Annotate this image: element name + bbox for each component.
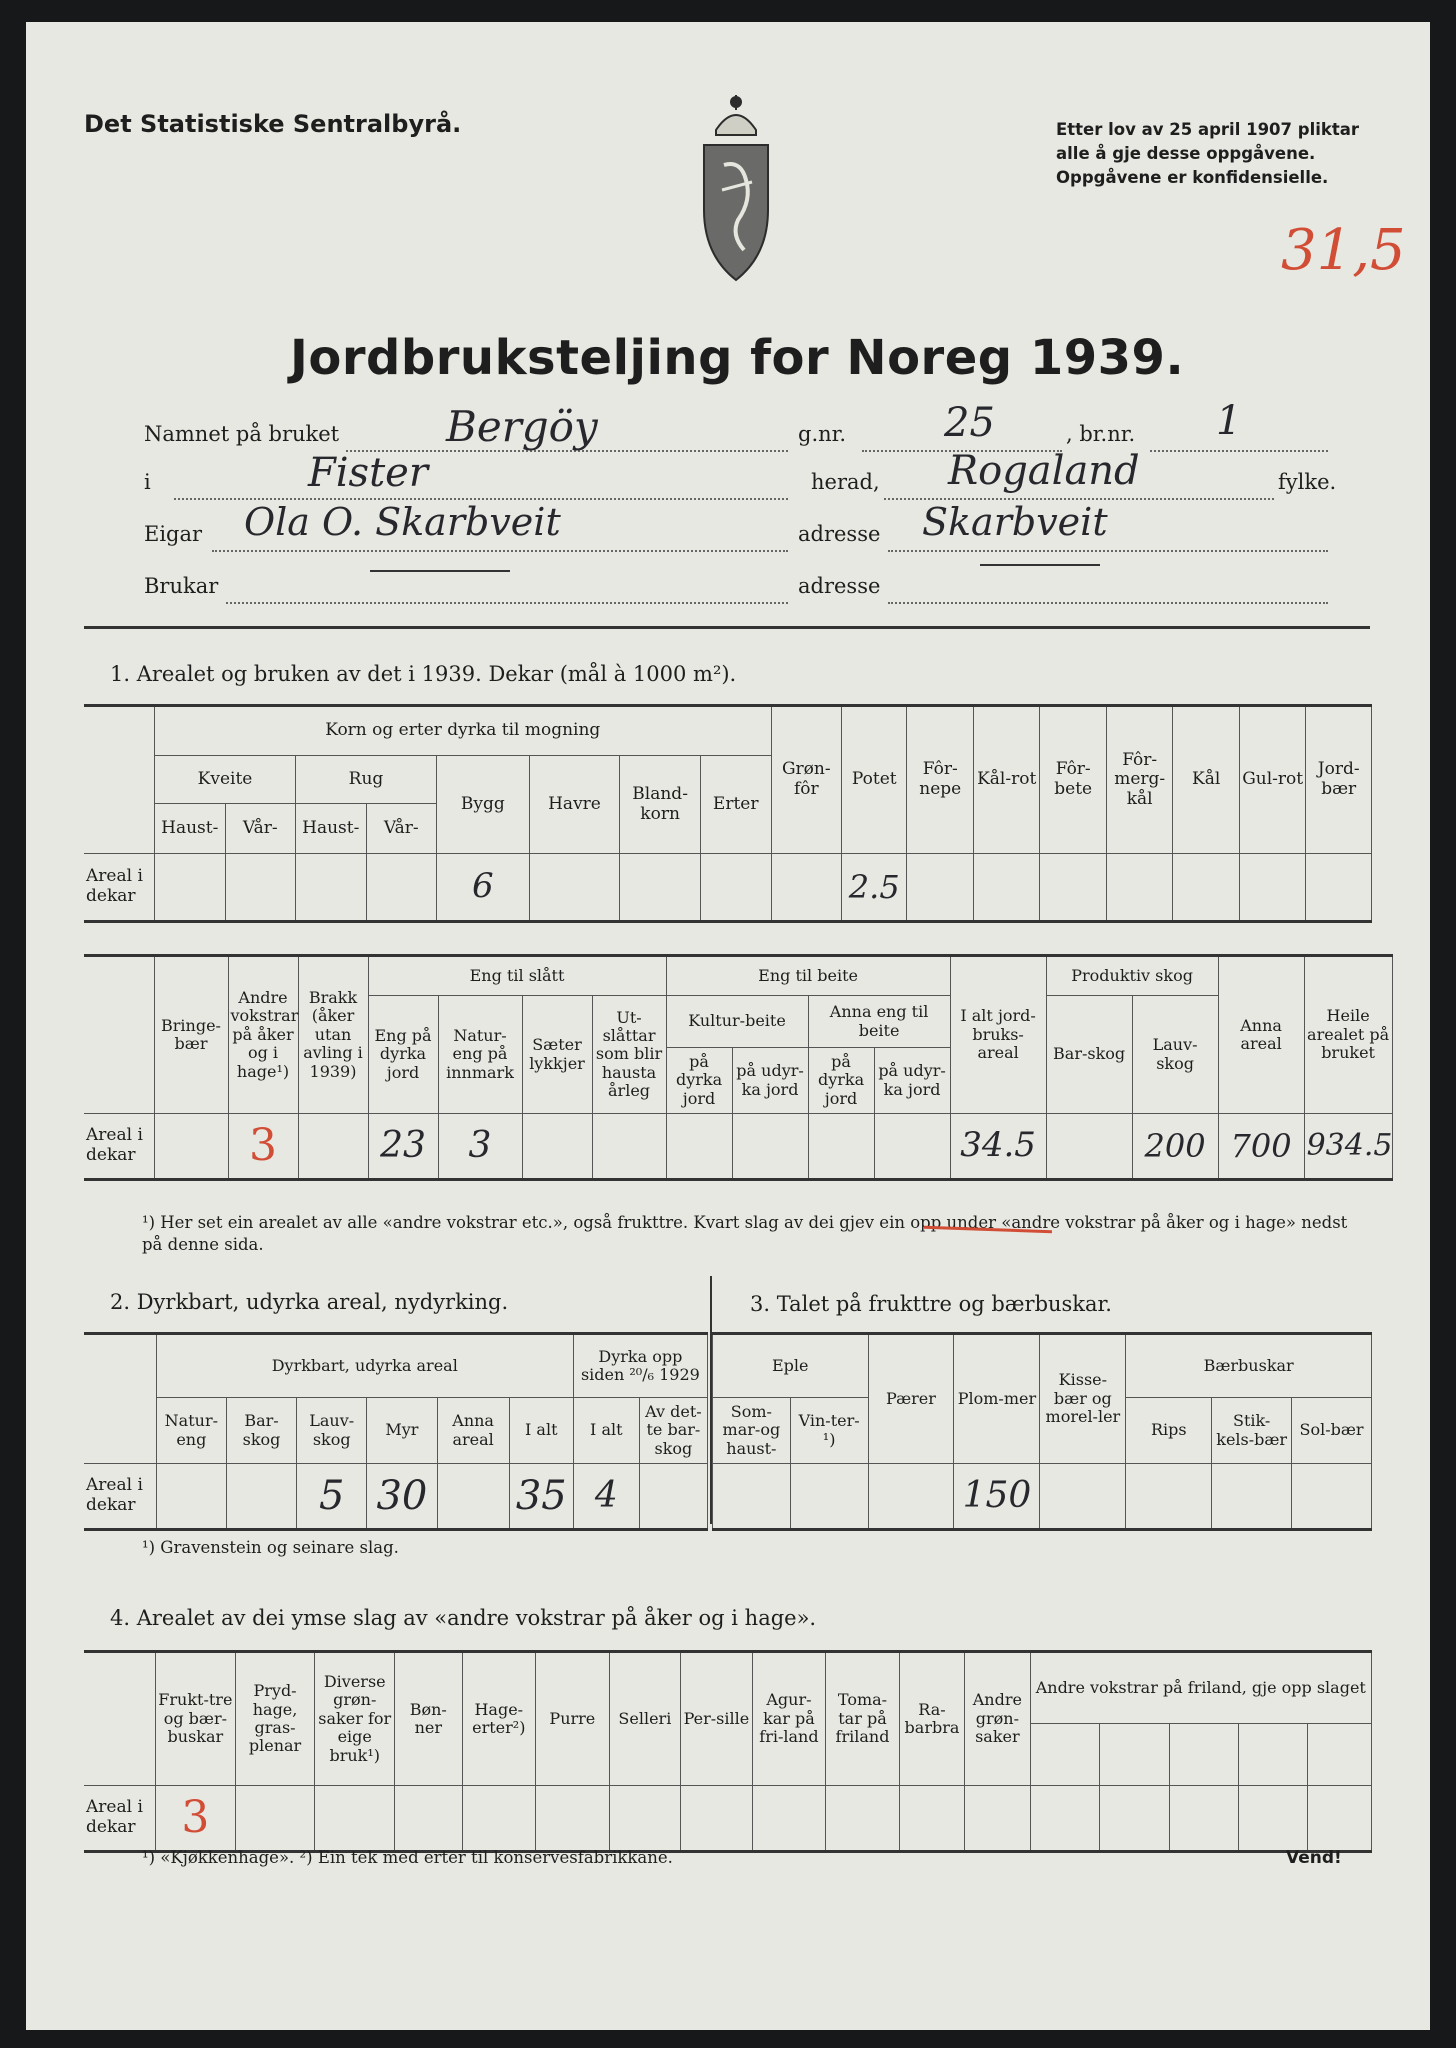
ialt-jord-value: 34.5 — [960, 1125, 1036, 1166]
col-frukttre: Frukt-tre og bær-buskar — [156, 1652, 236, 1786]
dyrk-myr-value: 30 — [376, 1473, 428, 1519]
table-land-use — [84, 954, 1393, 1181]
col-av-dette: Av det-te bar-skog — [639, 1398, 707, 1464]
col-havre: Havre — [529, 756, 620, 854]
brukar-adresse-label: adresse — [798, 574, 881, 598]
gnr-label: g.nr. — [798, 422, 847, 446]
plommer-value: 150 — [962, 1475, 1032, 1517]
dyrka-opp-value: 4 — [594, 1475, 618, 1517]
group-prod-skog: Produktiv skog — [1046, 956, 1218, 996]
col-eng-dyrka: Eng på dyrka jord — [368, 996, 438, 1114]
namnet-label: Namnet på bruket — [144, 422, 340, 446]
col-bar-skog: Bar-skog — [226, 1398, 296, 1464]
andre-row-label: Areal i dekar — [84, 1786, 156, 1852]
crops-group-header: Korn og erter dyrka til mogning — [155, 706, 772, 756]
col-lauvskog: Lauv-skog — [1132, 996, 1218, 1114]
brnr-value: 1 — [1216, 398, 1242, 444]
office-name: Det Statistiske Sentralbyrå. — [84, 110, 462, 138]
section-2-footnote: ¹) Gravenstein og seinare slag. — [142, 1538, 399, 1557]
col-rug-haust: Haust- — [296, 804, 367, 854]
col-forbete: Fôr-bete — [1040, 706, 1106, 854]
col-sommar: Som-mar-og haust- — [713, 1398, 791, 1464]
i-label: i — [144, 470, 151, 494]
col-bygg: Bygg — [437, 756, 530, 854]
col-i-alt: I alt jord-bruks-areal — [950, 956, 1046, 1114]
herad-label: herad, — [811, 470, 880, 494]
col-blandkorn: Bland-korn — [620, 756, 701, 854]
lauvskog-value: 200 — [1144, 1126, 1206, 1165]
eigar-value: Ola O. Skarbveit — [244, 500, 561, 544]
col-formergkal: Fôr-merg-kål — [1106, 706, 1172, 854]
section-1-heading: 1. Arealet og bruken av det i 1939. Dekar (mål à 1000 m²). — [110, 662, 737, 686]
vend-note: Vend! — [1286, 1848, 1342, 1868]
col-persille: Per-sille — [681, 1652, 753, 1786]
legal-line-1: Etter lov av 25 april 1907 pliktar — [1056, 120, 1360, 139]
andre-corner — [84, 1652, 156, 1786]
crops-row-label: Areal i dekar — [84, 854, 155, 922]
col-gulrot: Gul-rot — [1239, 706, 1305, 854]
anna-areal-value: 700 — [1230, 1126, 1292, 1165]
land-row-label: Areal i dekar — [84, 1114, 154, 1180]
col-bonner: Bøn-ner — [395, 1652, 462, 1786]
naturs-value: 3 — [468, 1125, 492, 1167]
col-selleri: Selleri — [609, 1652, 681, 1786]
eigar-adresse-value: Skarbveit — [922, 500, 1108, 544]
col-kissebaer: Kisse-bær og morel-ler — [1040, 1334, 1126, 1464]
herad-value: Rogaland — [948, 448, 1140, 494]
col-anna-areal-2: Anna areal — [437, 1398, 509, 1464]
col-lauv-skog: Lauv-skog — [297, 1398, 367, 1464]
col-kveite: Kveite — [155, 756, 296, 804]
eigar-adresse-line — [888, 550, 1328, 552]
namnet-value: Bergöy — [446, 402, 598, 451]
col-kultur-dyrka: på dyrka jord — [666, 1048, 732, 1114]
col-prydhage: Pryd-hage, gras-plenar — [235, 1652, 315, 1786]
dyrk-ialt-value: 35 — [515, 1473, 567, 1519]
col-gronfor: Grøn-fôr — [771, 706, 842, 854]
section-1-footnote: ¹) Her set ein arealet av alle «andre vokstrar etc.», også frukttre. Kvart slag av dei gjev ein opp under «andre vokstrar på åker og i hage» nedst på denne sida. — [142, 1213, 1348, 1254]
group-dyrka-opp: Dyrka opp siden ²⁰/₆ 1929 — [573, 1334, 707, 1398]
group-andre-friland: Andre vokstrar på friland, gje opp slaget — [1030, 1652, 1371, 1724]
col-saeter: Sæter lykkjer — [522, 996, 592, 1114]
legal-line-2: alle å gje desse oppgåvene. — [1056, 144, 1316, 163]
group-eng-slatt: Eng til slått — [368, 956, 666, 996]
dyrk-corner — [84, 1334, 156, 1464]
col-rug: Rug — [296, 756, 437, 804]
table-andre-vokstrar — [84, 1650, 1372, 1853]
col-solbaer: Sol-bær — [1292, 1398, 1372, 1464]
col-rabarbra: Ra-barbra — [899, 1652, 964, 1786]
col-potet: Potet — [842, 706, 907, 854]
col-paerer: Pærer — [868, 1334, 954, 1464]
brnr-label: , br.nr. — [1066, 422, 1136, 446]
col-jordbaer: Jord-bær — [1306, 706, 1372, 854]
col-andre-vokstrar: Andre vokstrar på åker og i hage¹) — [228, 956, 298, 1114]
eigar-line — [212, 550, 788, 552]
land-corner — [84, 956, 154, 1114]
col-barskog: Bar-skog — [1046, 996, 1132, 1114]
table-dyrkbart — [84, 1332, 708, 1531]
col-kulturbeite: Kultur-beite — [666, 996, 808, 1048]
corner-annotation: 31,5 — [1281, 218, 1406, 283]
section-4-footnote: ¹) «Kjøkkenhage». ²) Ein tek med erter til konservesfabrikkane. — [142, 1848, 673, 1867]
eng-dyrka-value: 23 — [380, 1125, 426, 1167]
legal-line-3: Oppgåvene er konfidensielle. — [1056, 168, 1329, 187]
col-naturs-eng: Natur-eng — [156, 1398, 226, 1464]
section-4-heading: 4. Arealet av dei ymse slag av «andre vokstrar på åker og i hage». — [110, 1606, 817, 1630]
col-brakk: Brakk (åker utan avling i 1939) — [298, 956, 368, 1114]
col-kultur-udyrka: på udyr-ka jord — [732, 1048, 808, 1114]
form-title: Jordbruksteljing for Noreg 1939. — [290, 330, 1185, 386]
eigar-label: Eigar — [144, 522, 203, 546]
eigar-adresse-label: adresse — [798, 522, 881, 546]
brukar-adresse-dash — [980, 564, 1100, 566]
dyrk-lauv-value: 5 — [318, 1473, 345, 1519]
col-anna-areal: Anna areal — [1218, 956, 1304, 1114]
brnr-line — [1150, 450, 1328, 452]
col-purre: Purre — [536, 1652, 610, 1786]
brukar-adresse-line — [888, 602, 1328, 604]
col-kalrot: Kål-rot — [973, 706, 1039, 854]
col-tomatar: Toma-tar på friland — [826, 1652, 900, 1786]
col-bringebaer: Bringe-bær — [154, 956, 228, 1114]
potet-value: 2.5 — [848, 867, 900, 906]
header-rule — [84, 626, 1370, 629]
brukar-line — [226, 602, 788, 604]
heile-value: 934.5 — [1306, 1127, 1393, 1163]
section-3-heading: 3. Talet på frukttre og bærbuskar. — [750, 1292, 1112, 1316]
col-rips: Rips — [1126, 1398, 1212, 1464]
col-heile: Heile arealet på bruket — [1304, 956, 1392, 1114]
col-kal: Kål — [1173, 706, 1239, 854]
fylke-label: fylke. — [1278, 470, 1337, 494]
col-dyrka-ialt: I alt — [573, 1398, 639, 1464]
andre-value: 3 — [249, 1119, 277, 1171]
col-i-alt-2: I alt — [509, 1398, 573, 1464]
col-myr: Myr — [367, 1398, 437, 1464]
col-anna-udyrka: på udyr-ka jord — [874, 1048, 950, 1114]
dyrk-row-label: Areal i dekar — [84, 1464, 156, 1530]
frukttre-value: 3 — [181, 1791, 210, 1843]
col-rug-vaar: Vår- — [366, 804, 437, 854]
col-anna-dyrka: på dyrka jord — [808, 1048, 874, 1114]
gnr-value: 25 — [944, 400, 995, 446]
col-hageerter: Hage-erter²) — [462, 1652, 536, 1786]
group-eng-beite: Eng til beite — [666, 956, 950, 996]
col-utslattar: Ut-slåttar som blir hausta årleg — [592, 996, 666, 1114]
section-2-heading: 2. Dyrkbart, udyrka areal, nydyrking. — [110, 1290, 509, 1314]
table-crops — [84, 704, 1372, 923]
group-dyrkbart: Dyrkbart, udyrka areal — [156, 1334, 573, 1398]
col-erter: Erter — [700, 756, 771, 854]
col-anna-beite: Anna eng til beite — [808, 996, 950, 1048]
col-agurkar: Agur-kar på fri-land — [752, 1652, 826, 1786]
legal-notice — [1056, 118, 1359, 190]
crops-corner — [84, 706, 155, 854]
col-stikkelsbaer: Stik-kels-bær — [1212, 1398, 1292, 1464]
col-kveite-vaar: Vår- — [225, 804, 296, 854]
brukar-dash — [370, 570, 510, 572]
i-value: Fister — [308, 450, 428, 496]
col-andre-gronsaker: Andre grøn-saker — [965, 1652, 1030, 1786]
group-eple: Eple — [713, 1334, 869, 1398]
col-kveite-haust: Haust- — [155, 804, 226, 854]
form-sheet — [26, 22, 1430, 2030]
col-fornepe: Fôr-nepe — [907, 706, 973, 854]
group-baerbuskar: Bærbuskar — [1126, 1334, 1372, 1398]
col-vinter: Vin-ter-¹) — [790, 1398, 868, 1464]
col-diverse: Diverse grøn-saker for eige bruk¹) — [315, 1652, 395, 1786]
col-plommer: Plom-mer — [954, 1334, 1040, 1464]
coat-of-arms-emblem — [686, 90, 786, 290]
table-frukttre — [712, 1332, 1372, 1531]
col-naturs-innmark: Natur-eng på innmark — [438, 996, 522, 1114]
brukar-label: Brukar — [144, 574, 219, 598]
bygg-value: 6 — [472, 866, 494, 907]
